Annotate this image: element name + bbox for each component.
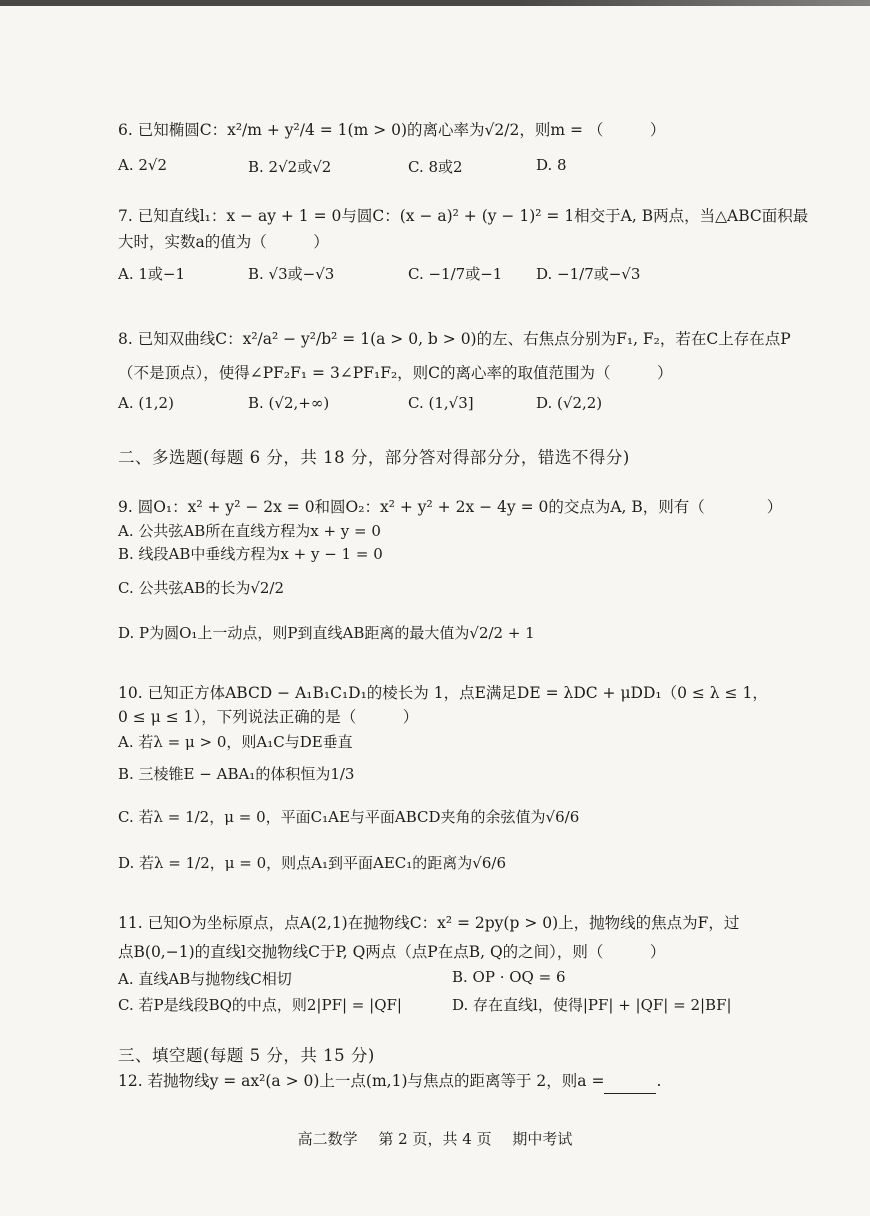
q10-option-c: C. 若λ = 1/2，μ = 0，平面C₁AE与平面ABCD夹角的余弦值为√6/6 <box>118 808 580 826</box>
q8-option-b: B. (√2,+∞) <box>248 394 330 412</box>
question-6-stem: 6. 已知椭圆C：x²/m + y²/4 = 1(m > 0)的离心率为√2/2，则m = （ ） <box>118 121 666 139</box>
q7-option-a: A. 1或−1 <box>118 265 186 283</box>
section-2-heading: 二、多选题(每题 6 分，共 18 分，部分答对得部分分，错选不得分) <box>118 448 630 467</box>
q8-option-a: A. (1,2) <box>118 394 174 412</box>
q6-option-a: A. 2√2 <box>118 156 168 174</box>
question-12 <box>118 1068 798 1094</box>
q11-option-a: A. 直线AB与抛物线C相切 <box>118 970 292 988</box>
q8-option-c: C. (1,√3] <box>408 394 474 412</box>
question-8-line2: （不是顶点），使得∠PF₂F₁ = 3∠PF₁F₂，则C的离心率的取值范围为（ ） <box>118 364 673 382</box>
q6-option-b: B. 2√2或√2 <box>248 158 332 176</box>
q11-option-d: D. 存在直线l，使得|PF| + |QF| = 2|BF| <box>452 996 732 1014</box>
question-12-stem: 12. 若抛物线y = ax²(a > 0)上一点(m,1)与焦点的距离等于 2，则a = <box>118 1072 605 1090</box>
q10-option-d: D. 若λ = 1/2，μ = 0，则点A₁到平面AEC₁的距离为√6/6 <box>118 854 506 872</box>
q11-option-c: C. 若P是线段BQ的中点，则2|PF| = |QF| <box>118 996 402 1014</box>
q9-option-c: C. 公共弦AB的长为√2/2 <box>118 579 285 597</box>
footer-subject: 高二数学 <box>297 1130 358 1148</box>
question-12-end: . <box>656 1072 662 1090</box>
q9-option-b: B. 线段AB中垂线方程为x + y − 1 = 0 <box>118 545 383 563</box>
q9-option-d: D. P为圆O₁上一动点，则P到直线AB距离的最大值为√2/2 + 1 <box>118 624 535 642</box>
question-11-line2: 点B(0,−1)的直线l交抛物线C于P, Q两点（点P在点B, Q的之间），则（ ） <box>118 943 666 961</box>
q10-option-a: A. 若λ = μ > 0，则A₁C与DE垂直 <box>118 733 353 751</box>
answer-blank[interactable] <box>604 1079 656 1094</box>
q10-option-b: B. 三棱锥E − ABA₁的体积恒为1/3 <box>118 765 355 783</box>
q7-option-b: B. √3或−√3 <box>248 265 335 283</box>
q8-option-d: D. (√2,2) <box>536 394 603 412</box>
footer-exam-type: 期中考试 <box>512 1130 573 1148</box>
q7-option-d: D. −1/7或−√3 <box>536 265 641 283</box>
question-9-stem: 9. 圆O₁：x² + y² − 2x = 0和圆O₂：x² + y² + 2x − 4y = 0的交点为A, B，则有（ ） <box>118 498 783 516</box>
question-7-line2: 大时，实数a的值为（ ） <box>118 233 329 251</box>
q9-option-a: A. 公共弦AB所在直线方程为x + y = 0 <box>118 522 381 540</box>
footer-page-number: 第 2 页，共 4 页 <box>378 1130 492 1148</box>
question-11-line1: 11. 已知O为坐标原点，点A(2,1)在抛物线C：x² = 2py(p > 0)上，抛物线的焦点为F，过 <box>118 914 740 932</box>
q6-option-c: C. 8或2 <box>408 158 463 176</box>
q7-option-c: C. −1/7或−1 <box>408 265 503 283</box>
q6-option-d: D. 8 <box>536 156 567 174</box>
question-8-line1: 8. 已知双曲线C：x²/a² − y²/b² = 1(a > 0, b > 0)的左、右焦点分别为F₁, F₂，若在C上存在点P <box>118 330 791 348</box>
question-10-line1: 10. 已知正方体ABCD − A₁B₁C₁D₁的棱长为 1，点E满足DE = λDC + μDD₁（0 ≤ λ ≤ 1， <box>118 684 768 702</box>
q11-option-b: B. OP · OQ = 6 <box>452 968 566 986</box>
page-footer <box>0 1128 870 1149</box>
section-3-heading: 三、填空题(每题 5 分，共 15 分) <box>118 1046 375 1065</box>
question-7-line1: 7. 已知直线l₁：x − ay + 1 = 0与圆C：(x − a)² + (y − 1)² = 1相交于A, B两点，当△ABC面积最 <box>118 207 809 225</box>
question-10-line2: 0 ≤ μ ≤ 1），下列说法正确的是（ ） <box>118 708 419 726</box>
